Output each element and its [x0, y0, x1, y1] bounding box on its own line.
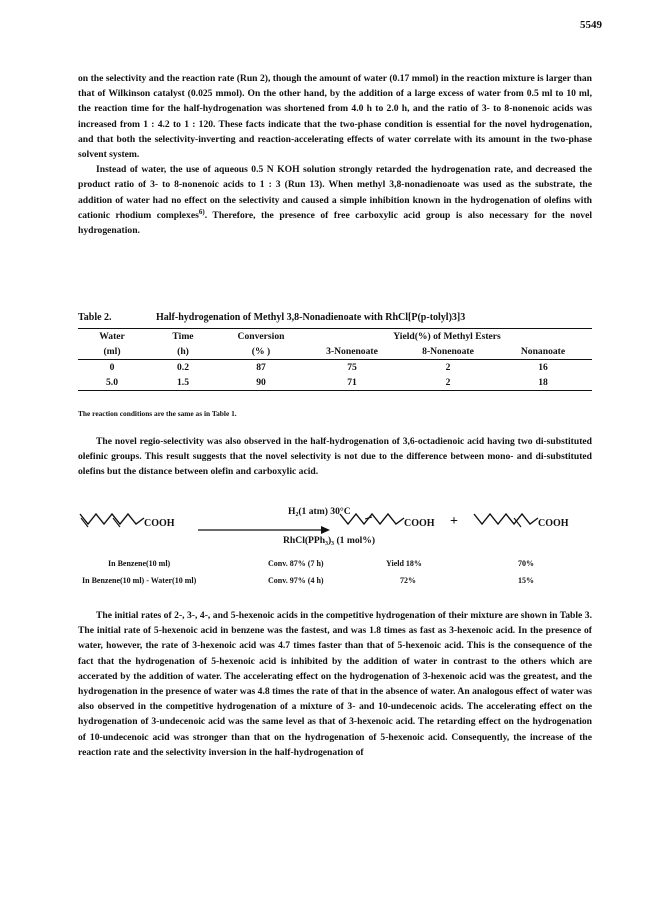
header-yield: Yield(%) of Methyl Esters	[302, 329, 592, 345]
subheader-nonanoate: Nonanoate	[494, 344, 592, 360]
scheme-solvent-2: In Benzene(10 ml) - Water(10 ml)	[82, 576, 197, 585]
table-cell: 0	[109, 362, 115, 373]
header-conversion: Conversion	[220, 329, 302, 345]
results-table	[78, 328, 592, 391]
table-cell: 5.0	[106, 377, 118, 388]
table-title: Half-hydrogenation of Methyl 3,8-Nonadienoate with RhCl[P(p-tolyl)3]3	[156, 312, 466, 323]
reaction-conditions-bottom: RhCl(PPh₃)₃ (1 mol%)	[283, 535, 376, 546]
paragraph-koh-effect	[78, 162, 592, 238]
paragraph-koh-text: Instead of water, the use of aqueous 0.5 N KOH solution strongly retarded the hydrogenation rate, and decreased the product ratio of 3- to 8-nonenoic acids to 1 : 3 (Run 13). When methyl 3,8-nonadienoate was used as the substrate, the addition of water had no effect on the selectivity and caused a simple inhibition known in the hydrogenation of olefins with cationic rhodium complexes	[78, 164, 592, 221]
paragraph-koh-tail: . Therefore, the presence of free carboxylic acid group is also necessary for the novel hydrogenation.	[78, 209, 592, 237]
table-label: Table 2.	[78, 312, 112, 323]
header-time: Time	[146, 329, 220, 345]
scheme-solvent-1: In Benzene(10 ml)	[108, 559, 171, 568]
table-cell: 18	[538, 377, 548, 388]
reaction-conditions-top: H₂(1 atm) 30°C	[288, 506, 351, 517]
table-cell: 90	[256, 377, 266, 388]
table-cell: 2	[445, 362, 451, 373]
paragraph-initial-rates: The initial rates of 2-, 3-, 4-, and 5-hexenoic acids in the competitive hydrogenation of their mixture are shown in Table 3. The initial rate of 5-hexenoic acid in benzene was the fastest, and was 1.8 times as fast as 3-hexenoic acid. In the presence of water, however, the rate of 3-hexenoic acid was 4.7 times faster than that of 5-hexenoic acid. This is the consequence of the fact that the hydrogenation of 5-hexenoic acid is inhibited by the addition of water in contrast to the others which are accerated by the addition of water. The accelerating effect on the hydrogenation of 3-hexenoic acid was the greatest, and the hydrogenation in the presence of water was 4.8 times the rate of that in the absence of water. An analogous effect of water was also observed in the competitive hydrogenation of a mixture of 3- and 10-undecenoic acids. The accelerating effect on the hydrogenation of 3-undecenoic acid was the same level as that of 3-hexenoic acid. The retarding effect on the hydrogenation of 10-undecenoic acid was stronger than that on the hydrogenation of 5-hexenoic acid. Consequently, the increase of the reaction rate and the selectivity inversion in the half-hydrogenation of	[78, 610, 592, 758]
reference-superscript: 6)	[198, 207, 205, 216]
table-cell: 2	[445, 377, 451, 388]
table-row	[78, 360, 592, 376]
product-1-cooh: COOH	[404, 518, 435, 529]
substrate-cooh: COOH	[144, 518, 175, 529]
reaction-scheme	[78, 502, 592, 592]
paragraph-water-effect: on the selectivity and the reaction rate (Run 2), though the amount of water (0.17 mmol) in the reaction mixture is larger than that of Wilkinson catalyst (0.025 mmol). On the other hand, by the addition of a large excess of water from 0.5 ml to 10 ml, the reaction time for the half-hydrogenation was shortened from 4.0 h to 2.0 h, and the ratio of 3- to 8-nonenoic acids was increased from 1 : 4.2 to 1 : 120. These facts indicate that the two-phase condition is essential for the novel hydrogenation, and that both the selectivity-inverting and reaction-accelerating effects of water correlate with its amount in the two-phase solvent system.	[78, 73, 592, 161]
subheader-8-nonenoate: 8-Nonenoate	[402, 344, 494, 360]
scheme-conversion-2: Conv. 97% (4 h)	[268, 576, 324, 585]
unit-time: (h)	[146, 344, 220, 360]
header-water: Water	[78, 329, 146, 345]
product-2-cooh: COOH	[538, 518, 569, 529]
unit-water: (ml)	[78, 344, 146, 360]
scheme-yield-product-1: Yield 18%	[386, 559, 422, 568]
paragraph-regioselectivity: The novel regio-selectivity was also observed in the half-hydrogenation of 3,6-octadienoic acid having two di-substituted olefinic groups. This result suggests that the novel selectivity is not due to the difference between mono- and di-substituted olefins but the distance between olefin and carboxylic acid.	[78, 436, 592, 478]
table-cell: 87	[256, 362, 266, 373]
scheme-conversion-1: Conv. 87% (7 h)	[268, 559, 324, 568]
unit-conversion: (% )	[220, 344, 302, 360]
table-header-row	[78, 329, 592, 345]
product-2-structure	[474, 514, 538, 524]
table-cell: 16	[538, 362, 548, 373]
substrate-structure	[80, 514, 144, 524]
table-cell: 75	[347, 362, 357, 373]
scheme-yield-product-2-water: 15%	[518, 576, 534, 585]
table-footnote: The reaction conditions are the same as in Table 1.	[78, 409, 237, 418]
subheader-3-nonenoate: 3-Nonenoate	[302, 344, 402, 360]
table-cell: 1.5	[177, 377, 189, 388]
plus-sign: +	[450, 514, 458, 529]
scheme-yield-product-2: 70%	[518, 559, 534, 568]
table-unit-row	[78, 344, 592, 360]
table-cell: 71	[347, 377, 357, 388]
table-cell: 0.2	[177, 362, 189, 373]
table-caption	[78, 312, 592, 323]
page-number: 5549	[580, 19, 602, 31]
body-text-top	[78, 71, 592, 238]
table-row	[78, 375, 592, 391]
scheme-yield-product-1-water: 72%	[400, 576, 416, 585]
